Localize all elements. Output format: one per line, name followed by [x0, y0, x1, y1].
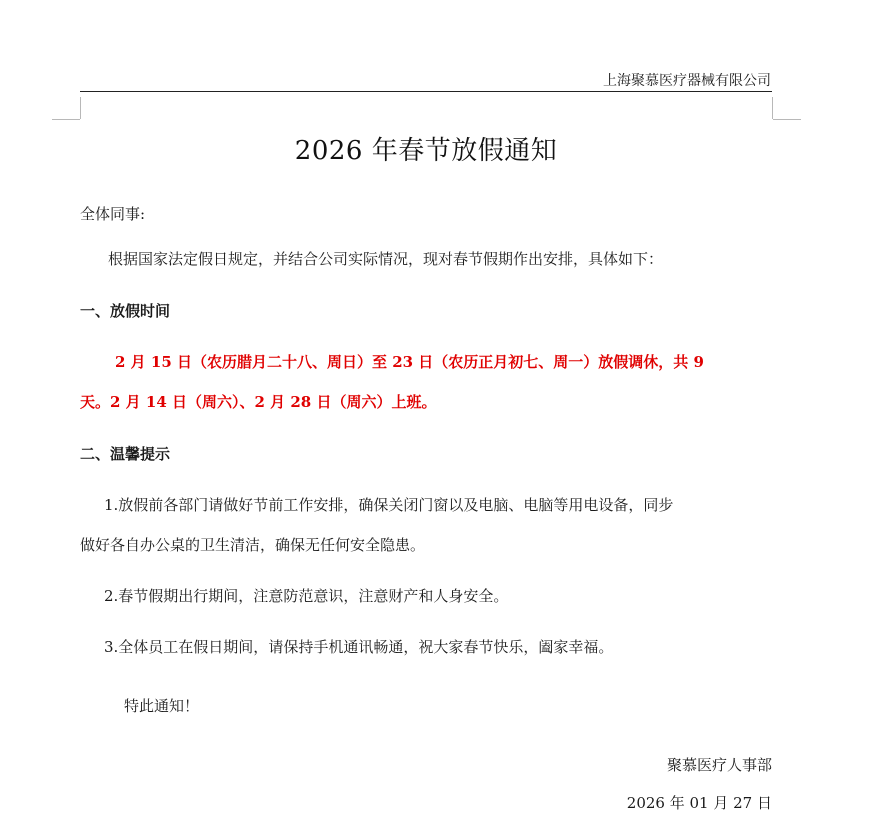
crop-mark-top-left-vertical: [80, 97, 81, 119]
holiday-schedule-line-1: 2 月 15 日（农历腊月二十八、周日）至 23 日（农历正月初七、周一）放假调休，共 9: [115, 353, 704, 371]
holiday-schedule-line-2: 天。2 月 14 日（周六）、2 月 28 日（周六）上班。: [80, 393, 437, 411]
header-company-name: 上海聚慕医疗器械有限公司: [603, 73, 771, 89]
greeting: 全体同事:: [80, 205, 146, 223]
signature-date: 2026 年 01 月 27 日: [626, 794, 772, 812]
crop-mark-top-left-horizontal: [52, 119, 80, 120]
section-heading-holiday-time: 一、放假时间: [80, 302, 171, 320]
reminder-item-1-line-2: 做好各自办公桌的卫生清洁，确保无任何安全隐患。: [80, 536, 426, 554]
reminder-item-1-line-1: 1.放假前各部门请做好节前工作安排，确保关闭门窗以及电脑、电脑等用电设备，同步: [104, 496, 674, 514]
document-title: 2026 年春节放假通知: [294, 136, 558, 166]
reminder-item-2: 2.春节假期出行期间，注意防范意识，注意财产和人身安全。: [104, 587, 509, 605]
intro-paragraph: 根据国家法定假日规定，并结合公司实际情况，现对春节假期作出安排，具体如下：: [108, 250, 664, 268]
section-heading-reminders: 二、温馨提示: [80, 445, 171, 463]
reminder-item-3: 3.全体员工在假日期间，请保持手机通讯畅通，祝大家春节快乐，阖家幸福。: [104, 638, 614, 656]
header-rule: [80, 91, 772, 92]
signature-department: 聚慕医疗人事部: [666, 756, 772, 774]
crop-mark-top-right-horizontal: [773, 119, 801, 120]
crop-mark-top-right-vertical: [772, 97, 773, 119]
closing-line: 特此通知！: [124, 697, 200, 715]
